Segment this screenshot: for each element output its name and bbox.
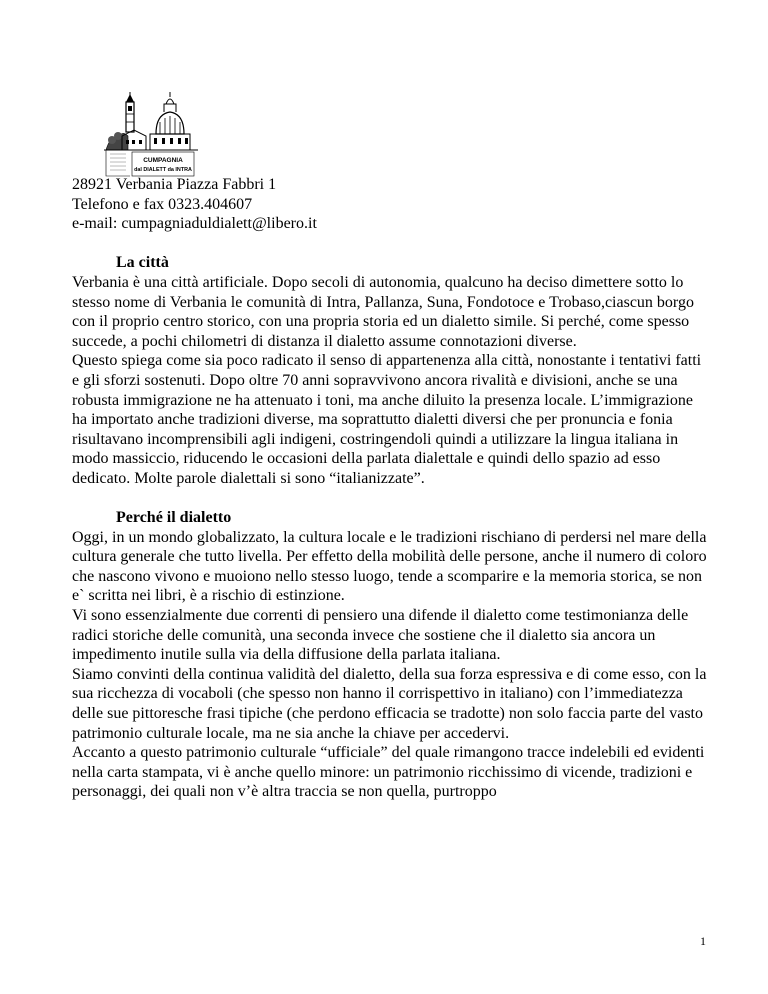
- section-title: Perché il dialetto: [116, 509, 232, 527]
- paragraph: Siamo convinti della continua validità del dialetto, della sua forza espressiva e di come esso, con la sua ricchezza di vocaboli (che spesso non hanno il corrispettivo in italiano) con l’immediatezza delle sue pittoresche frasi tipiche (che perdono efficacia se tradotte) non solo faccia parte del vasto patrimonio culturale locale, ma ne sia anche la chiave per accedervi.: [72, 665, 707, 742]
- company-logo: [104, 92, 198, 178]
- logo-text-line1: CUMPAGNIA: [143, 157, 183, 164]
- page-number: 1: [700, 934, 706, 948]
- logo-text-line2: dal DIALETT da INTRA: [134, 167, 192, 173]
- paragraph: Oggi, in un mondo globalizzato, la cultura locale e le tradizioni rischiano di perdersi nel mare della cultura generale che tutto livella. Per effetto della mobilità delle persone, anche il numero di coloro che nascono vivono e muoiono nello stesso luogo, tende a scomparire e la memoria storica, se non e` scritta nei libri, è a rischio di estinzione.: [72, 528, 707, 605]
- address-street: 28921 Verbania Piazza Fabbri 1: [72, 176, 277, 193]
- section-la-citta: [72, 253, 712, 488]
- address-phone: Telefono e fax 0323.404607: [72, 195, 253, 213]
- address-block: [72, 175, 712, 234]
- section-perche-il-dialetto: [72, 508, 712, 802]
- logo-drawing: [104, 92, 198, 178]
- paragraph: Accanto a questo patrimonio culturale “ufficiale” del quale rimangono tracce indelebili ed evidenti nella carta stampata, vi è anche quello minore: un patrimonio ricchissimo di vicende, tradizioni e personaggi, dei quali non v’è altra traccia se non quella, purtroppo: [72, 744, 705, 801]
- paragraph: Questo spiega come sia poco radicato il senso di appartenenza alla città, nonostante i tentativi fatti e gli sforzi sostenuti. Dopo oltre 70 anni sopravvivono ancora rivalità e divisioni, anche se una robusta immigrazione ne ha attenuato i toni, ma anche diluito la presenza locale. L’immigrazione ha importato anche tradizioni diverse, ma soprattutto dialetti diversi che per pronuncia e fonia risultavano incomprensibili agli indigeni, costringendoli quindi a utilizzare la lingua italiana in modo massiccio, riducendo le occasioni della parlata dialettale e quindi dello spazio ad esso dedicato. Molte parole dialettali si sono “italianizzate”.: [72, 352, 702, 487]
- document-body: [72, 175, 712, 802]
- paragraph: Verbania è una città artificiale. Dopo secoli di autonomia, qualcuno ha deciso dimettere sotto lo stesso nome di Verbania le comunità di Intra, Pallanza, Suna, Fondotoce e Trobaso,ciascun borgo con il proprio centro storico, con una propria storia ed un dialetto simile. Si perché, come spesso succede, a pochi chilometri di distanza il dialetto assume connotazioni diverse.: [72, 273, 694, 350]
- paragraph: Vi sono essenzialmente due correnti di pensiero una difende il dialetto come testimonianza delle radici storiche delle comunità, una seconda invece che sostiene che il dialetto sia ancora un impedimento inutile sulla via della diffusione della parlata italiana.: [72, 607, 689, 664]
- address-email: e-mail: cumpagniaduldialett@libero.it: [72, 215, 317, 233]
- section-title: La città: [116, 254, 169, 272]
